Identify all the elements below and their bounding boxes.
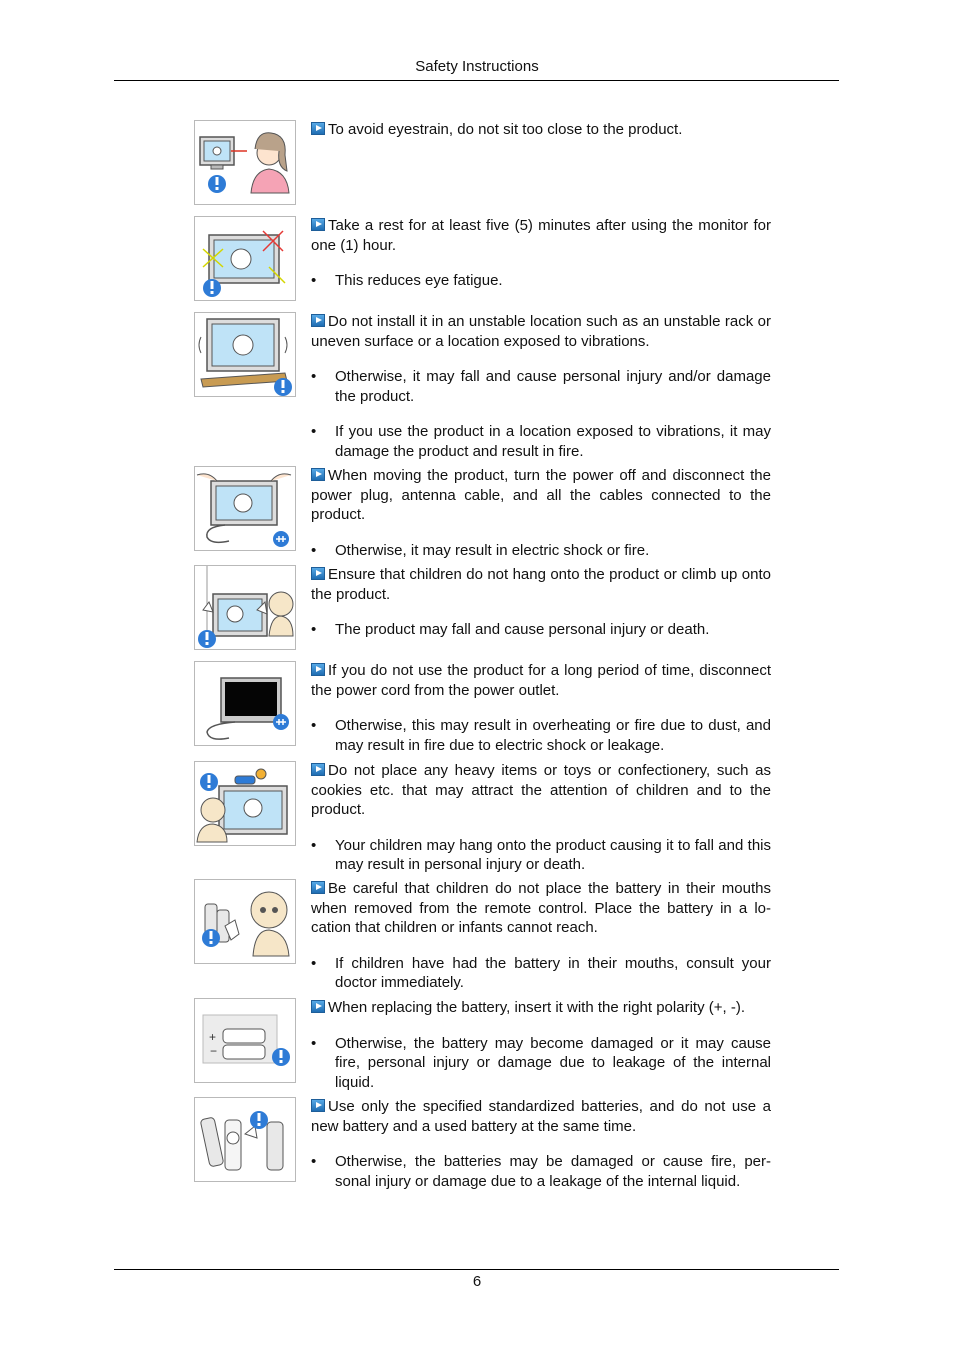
- header-rule: [114, 80, 839, 81]
- item-bullet-text: Otherwise, this may result in overheating or fire due to dust, and may result in fire due to electric shock or leakage.: [335, 717, 771, 754]
- item-text: [311, 879, 771, 993]
- bullet-icon: •: [311, 272, 317, 289]
- rest-break-illustration-icon: [194, 216, 296, 301]
- item-lead-text: Take a rest for at least five (5) minutes after using the monitor for one (1) hour.: [311, 217, 771, 254]
- bullet-icon: •: [311, 954, 317, 972]
- item-text: [311, 761, 771, 875]
- bullet-icon: •: [311, 1034, 317, 1052]
- children-climbing-illustration-icon: [194, 565, 296, 650]
- bullet-icon: •: [311, 541, 317, 559]
- play-icon: [311, 314, 325, 327]
- footer-rule: [114, 1269, 839, 1270]
- item-lead-text: To avoid eyestrain, do not sit too close to the product.: [328, 121, 683, 138]
- play-icon: [311, 567, 325, 580]
- item-text: [311, 565, 771, 640]
- bullet-icon: •: [311, 1153, 317, 1170]
- moving-product-illustration-icon: [194, 466, 296, 551]
- battery-polarity-illustration-icon: [194, 998, 296, 1083]
- play-icon: [311, 763, 325, 776]
- item-text: [311, 312, 771, 461]
- item-bullet-text: This reduces eye fatigue.: [335, 272, 503, 289]
- play-icon: [311, 122, 325, 135]
- bullet-icon: •: [311, 368, 317, 385]
- play-icon: [311, 468, 325, 481]
- item-bullet-text: Otherwise, it may fall and cause personal injury and/or damage the product.: [335, 368, 771, 405]
- item-text: [311, 216, 771, 291]
- play-icon: [311, 1099, 325, 1112]
- bullet-icon: •: [311, 423, 317, 440]
- play-icon: [311, 881, 325, 894]
- running-header: Safety Instructions: [415, 58, 539, 75]
- item-lead-text: Use only the specified standardized batteries, and do not use a new battery and a used battery at the same time.: [311, 1098, 771, 1135]
- toys-on-product-illustration-icon: [194, 761, 296, 846]
- svg-text:+: +: [209, 1030, 217, 1044]
- standard-batteries-illustration-icon: [194, 1097, 296, 1182]
- item-bullet-text: Otherwise, the battery may become damaged or it may cause fire, personal injury or damage due to leakage of the internal liquid.: [335, 1034, 771, 1091]
- item-lead-text: Be careful that children do not place the battery in their mouths when removed from the remote control. Place the battery in a lo-cation that children or infants cannot reach.: [311, 880, 771, 936]
- item-lead-text: Do not place any heavy items or toys or confectionery, such as cookies etc. that may attract the attention of children and to the product.: [311, 762, 771, 818]
- item-lead-text: When moving the product, turn the power off and disconnect the power plug, antenna cable, and all the cables connected to the product.: [311, 467, 771, 523]
- item-text: [311, 466, 771, 560]
- item-bullet-text: Otherwise, it may result in electric shock or fire.: [335, 541, 650, 559]
- item-lead-text: If you do not use the product for a long period of time, disconnect the power cord from the power outlet.: [311, 662, 771, 699]
- unstable-location-illustration-icon: [194, 312, 296, 397]
- item-text: [311, 661, 771, 755]
- svg-text:−: −: [210, 1044, 218, 1058]
- battery-child-illustration-icon: [194, 879, 296, 964]
- play-icon: [311, 1000, 325, 1013]
- page-number: 6: [472, 1273, 482, 1290]
- item-text: [311, 1097, 771, 1191]
- bullet-icon: •: [311, 621, 317, 638]
- item-bullet-text: The product may fall and cause personal injury or death.: [335, 621, 710, 638]
- eye-distance-illustration-icon: [194, 120, 296, 205]
- bullet-icon: •: [311, 836, 317, 854]
- item-lead-text: Do not install it in an unstable location such as an unstable rack or uneven surface or a location exposed to vibrations.: [311, 313, 771, 350]
- item-text: [311, 998, 771, 1092]
- play-icon: [311, 663, 325, 676]
- item-lead-text: Ensure that children do not hang onto the product or climb up onto the product.: [311, 566, 771, 603]
- item-bullet-text: Your children may hang onto the product causing it to fall and this may result in personal injury or death.: [335, 836, 771, 873]
- item-bullet-text: If you use the product in a location exposed to vibrations, it may damage the product and result in fire.: [335, 423, 771, 460]
- item-bullet-text: Otherwise, the batteries may be damaged or cause fire, per-sonal injury or damage due to a leakage of the internal liquid.: [335, 1153, 771, 1190]
- unplug-long-period-illustration-icon: [194, 661, 296, 746]
- bullet-icon: •: [311, 717, 317, 734]
- item-text: [311, 120, 771, 140]
- item-bullet-text: If children have had the battery in their mouths, consult your doctor immediately.: [335, 954, 771, 991]
- item-lead-text: When replacing the battery, insert it with the right polarity (+, -).: [328, 999, 745, 1016]
- play-icon: [311, 218, 325, 231]
